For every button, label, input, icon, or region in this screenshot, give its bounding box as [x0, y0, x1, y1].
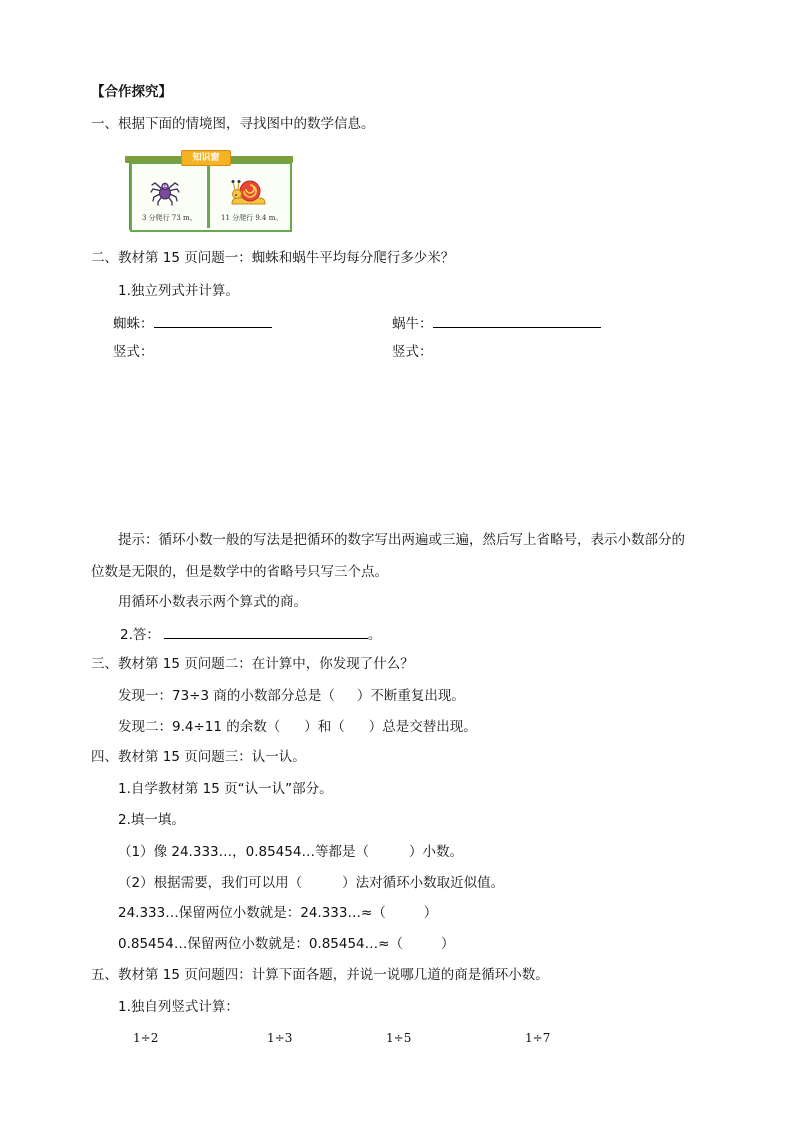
spider-answer-row	[113, 313, 272, 333]
finding-2	[118, 718, 477, 736]
finding-1	[118, 687, 465, 705]
knowledge-window-sign: 知识窗	[181, 150, 231, 166]
spider-label: 蜘蛛：	[113, 316, 154, 332]
question-4-text: 四、教材第 15 页问题三：认一认。	[91, 749, 306, 765]
knowledge-window-figure	[125, 150, 295, 230]
question-5-text: 五、教材第 15 页问题四：计算下面各题，并说一说哪几道的商是循环小数。	[91, 967, 549, 983]
fill-1-text-b: ）小数。	[408, 844, 463, 860]
finding-1-text-a: 发现一：73÷3 商的小数部分总是（	[118, 688, 335, 704]
approx-1	[118, 904, 437, 922]
question-3-text: 三、教材第 15 页问题二：在计算中，你发现了什么？	[91, 656, 414, 672]
fill-1	[118, 843, 463, 861]
snail-label: 蜗牛：	[392, 316, 433, 332]
window-divider	[207, 164, 210, 228]
answer-label: 2.答：	[120, 627, 160, 643]
vertical-calc-label-right: 竖式：	[392, 344, 433, 360]
answer-blank[interactable]	[164, 624, 368, 639]
answer-row	[120, 624, 381, 644]
q4-item-1: 1.自学教材第 15 页“认一认”部分。	[118, 781, 333, 797]
approx-2-close: ）	[440, 936, 455, 952]
hint-line-1: 提示：循环小数一般的写法是把循环的数字写出两遍或三遍，然后写上省略号，表示小数部分的	[118, 532, 685, 548]
calc-problem-3: 1÷5	[386, 1031, 412, 1045]
snail-answer-blank[interactable]	[433, 313, 601, 328]
vertical-calc-label-left: 竖式：	[113, 344, 154, 360]
snail-answer-row	[392, 313, 601, 333]
fill-2-text-b: ）法对循环小数取近似值。	[342, 875, 505, 891]
q5-item-1: 1.独自列竖式计算：	[118, 999, 239, 1015]
finding-2-text-b: ）和（	[304, 719, 345, 735]
approx-1-text: 24.333…保留两位小数就是：24.333…≈（	[118, 905, 386, 921]
fill-1-text-a: （1）像 24.333…，0.85454…等都是（	[118, 844, 369, 860]
spider-answer-blank[interactable]	[154, 313, 272, 328]
snail-caption: 11 分爬行 9.4 m。	[221, 214, 283, 222]
answer-period: 。	[367, 627, 382, 643]
calc-problem-1: 1÷2	[133, 1031, 159, 1045]
calc-problem-2: 1÷3	[267, 1031, 293, 1045]
section-title: 【合作探究】	[91, 84, 172, 100]
approx-2-text: 0.85454…保留两位小数就是：0.85454…≈（	[118, 936, 403, 952]
approx-2	[118, 935, 454, 953]
finding-1-text-b: ）不断重复出现。	[356, 688, 465, 704]
finding-2-text-c: ）总是交替出现。	[368, 719, 477, 735]
q4-item-2: 2.填一填。	[118, 812, 185, 828]
hint-line-2: 位数是无限的，但是数学中的省略号只写三个点。	[91, 564, 388, 580]
finding-2-text-a: 发现二：9.4÷11 的余数（	[118, 719, 281, 735]
snail-icon	[228, 174, 268, 208]
q2-item-1: 1.独立列式并计算。	[118, 283, 239, 299]
question-2-text: 二、教材第 15 页问题一：蜘蛛和蜗牛平均每分爬行多少米？	[91, 250, 455, 266]
fill-2	[118, 874, 504, 892]
spider-caption: 3 分爬行 73 m。	[142, 214, 197, 222]
fill-2-text-a: （2）根据需要，我们可以用（	[118, 875, 303, 891]
question-1-text: 一、根据下面的情境图，寻找图中的数学信息。	[91, 116, 375, 132]
q2-task: 用循环小数表示两个算式的商。	[118, 594, 307, 610]
spider-icon	[149, 175, 181, 207]
calc-problem-4: 1÷7	[525, 1031, 551, 1045]
approx-1-close: ）	[423, 905, 438, 921]
